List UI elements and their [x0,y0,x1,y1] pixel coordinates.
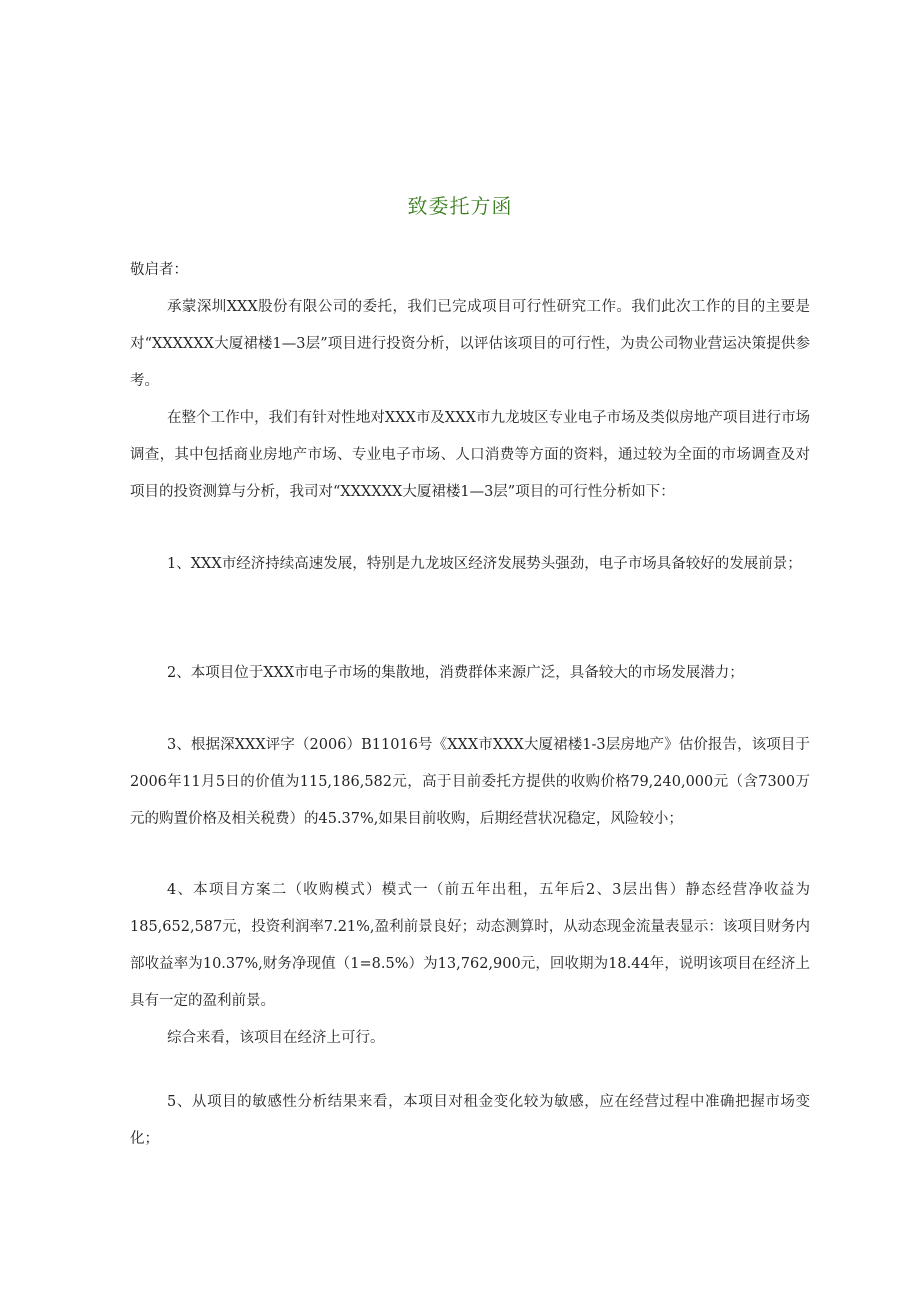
intro-section [130,289,810,511]
paragraph-point-2: 2、本项目位于XXX市电子市场的集散地，消费群体来源广泛，具备较大的市场发展潜力； [167,665,744,681]
finding-5 [130,1084,810,1158]
paragraph-intro: 承蒙深圳XXX股份有限公司的委托，我们已完成项目可行性研究工作。我们此次工作的目的主要是对“XXXXXX大厦裙楼1—3层”项目进行投资分析，以评估该项目的可行性，为贵公司物业营运决策提供参考。 [130,299,810,389]
paragraph-point-3: 3、根据深XXX评字（2006）B11016号《XXX市XXX大厦裙楼1-3层房地产》估价报告，该项目于2006年11月5日的价值为115,186,582元，高于目前委托方提供的收购价格79,240,000元（含7300万元的购置价格及相关税费）的45.37%,如果目前收购，后期经营状况稳定，风险较小； [130,737,810,827]
finding-1 [130,546,810,583]
paragraph-point-1: 1、XXX市经济持续高速发展，特别是九龙坡区经济发展势头强劲，电子市场具备较好的发展前景； [167,556,802,572]
finding-3 [130,727,810,838]
finding-4 [130,872,810,1057]
finding-2 [130,655,810,692]
salutation: 敬启者： [130,262,188,278]
page-title: 致委托方函 [407,194,513,218]
paragraph-point-5: 5、从项目的敏感性分析结果来看，本项目对租金变化较为敏感，应在经营过程中准确把握市场变化； [130,1094,810,1147]
paragraph-point-4: 4、本项目方案二（收购模式）模式一（前五年出租，五年后2、3层出售）静态经营净收益为185,652,587元，投资利润率7.21%,盈利前景良好；动态测算时，从动态现金流量表显示：该项目财务内部收益率为10.37%,财务净现值（1=8.5%）为13,762,900元，回收期为18.44年，说明该项目在经济上具有一定的盈利前景。 [130,882,810,1009]
paragraph-scope: 在整个工作中，我们有针对性地对XXX市及XXX市九龙坡区专业电子市场及类似房地产项目进行市场调查，其中包括商业房地产市场、专业电子市场、人口消费等方面的资料，通过较为全面的市场调查及对项目的投资测算与分析，我司对“XXXXXX大厦裙楼1—3层”项目的可行性分析如下： [130,410,810,500]
paragraph-conclusion: 综合来看，该项目在经济上可行。 [167,1030,385,1046]
